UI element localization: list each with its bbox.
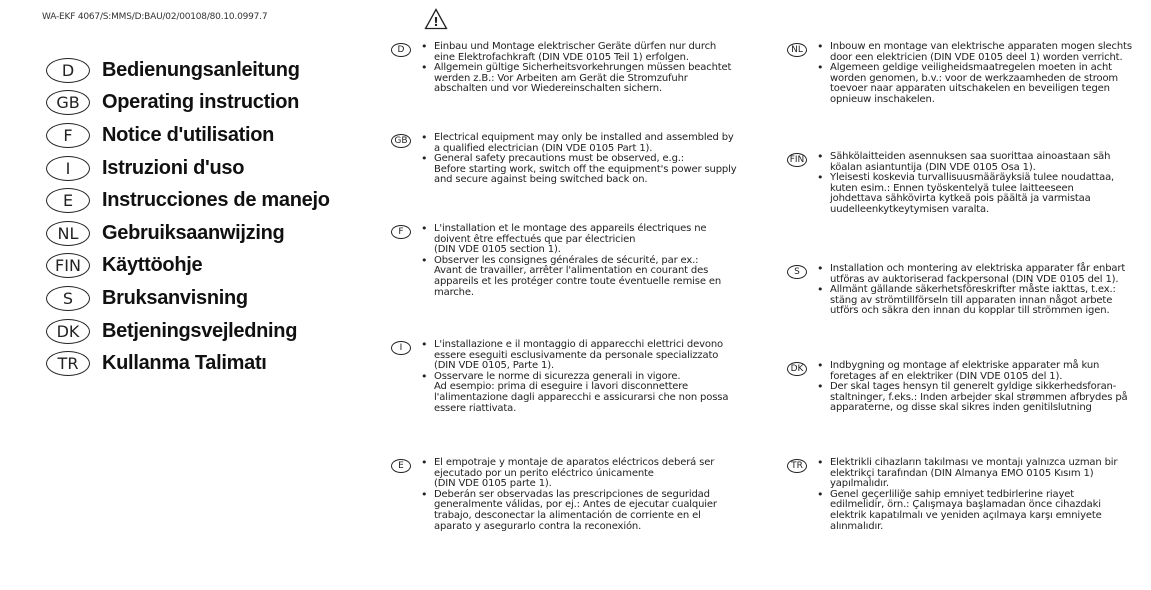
- section-badge-s: S: [787, 265, 807, 279]
- section-badge-i: I: [391, 341, 411, 355]
- section-nl: [787, 42, 1141, 106]
- bullet-f-2: • Observer les consignes générales de sécurité, par ex.: Avant de travailler, arrêter l'alimentation en courant des appareils et les protéger contre toute éventuelle remise en marche.: [421, 256, 721, 298]
- section-e: [391, 458, 751, 532]
- bullet-e-2: • Deberán ser observadas las prescripciones de seguridad generalmente válidas, por ej.: Antes de ejecutar cualquier trabajo, desconectar la alimentación de corriente en el aparato y asegurarlo contra la reconexión.: [421, 490, 717, 532]
- section-gb-bullets: [421, 133, 737, 186]
- language-entry-i: [46, 152, 330, 185]
- language-badge-tr: TR: [46, 351, 90, 376]
- language-entry-tr: [46, 347, 330, 380]
- section-dk-bullets: [817, 361, 1128, 414]
- bullet-s-1: • Installation och montering av elektriska apparater får enbart utföras av auktoriserad fackpersonal (DIN VDE 0105 del 1).: [817, 264, 1125, 285]
- language-entry-gb: [46, 87, 330, 120]
- bullet-s-2: • Allmänt gällande säkerhetsföreskrifter måste iakttas, t.ex.: stäng av strömtillförseln till apparaten innan något arbete utförs och säkra den innan du kopplar till strömmen igen.: [817, 285, 1125, 317]
- section-badge-tr: TR: [787, 459, 807, 473]
- section-badge-dk: DK: [787, 362, 807, 376]
- section-i-bullets: [421, 340, 728, 414]
- warning-triangle-icon: [424, 8, 448, 30]
- warning-symbol: !: [433, 15, 439, 29]
- language-title-fin: Käyttöohje: [102, 254, 203, 277]
- section-badge-fin: FIN: [787, 153, 807, 167]
- section-tr: [787, 458, 1141, 532]
- language-title-i: Istruzioni d'uso: [102, 156, 245, 179]
- bullet-gb-2: • General safety precautions must be observed, e.g.: Before starting work, switch off the equipment's power supply and secure against being switched back on.: [421, 154, 737, 186]
- section-f-bullets: [421, 224, 721, 298]
- language-entry-fin: [46, 250, 330, 283]
- section-badge-gb: GB: [391, 134, 411, 148]
- section-badge-d: D: [391, 43, 411, 57]
- bullet-nl-1: • Inbouw en montage van elektrische apparaten mogen slechts door een elektricien (DIN VDE 0105 deel 1) worden verricht.: [817, 42, 1132, 63]
- bullet-i-1: • L'installazione e il montaggio di apparecchi elettrici devono essere eseguiti esclusivamente da personale specializzato (DIN VDE 0105, Parte 1).: [421, 340, 728, 372]
- section-d-bullets: [421, 42, 731, 95]
- bullet-d-2: • Allgemein gültige Sicherheitsvorkehrungen müssen beachtet werden z.B.: Vor Arbeiten am Gerät die Stromzufuhr abschalten und vor Wiedereinschalten sichern.: [421, 63, 731, 95]
- section-e-bullets: [421, 458, 717, 532]
- bullet-fin-2: • Yleisesti koskevia turvallisuusmääräyksiä tulee noudattaa, kuten esim.: Ennen työskentelyä tulee laitteeseen johdettava sähkövirta kytkeä pois päältä ja varmistaa uudelleenkytkeytymisen varalta.: [817, 173, 1114, 215]
- section-badge-nl: NL: [787, 43, 807, 57]
- section-gb: [391, 133, 751, 186]
- bullet-f-1: • L'installation et le montage des appareils électriques ne doivent être effectués que par électricien (DIN VDE 0105 section 1).: [421, 224, 721, 256]
- language-title-d: Bedienungsanleitung: [102, 58, 300, 81]
- section-d: [391, 42, 751, 95]
- language-badge-fin: FIN: [46, 253, 90, 278]
- language-title-tr: Kullanma Talimatı: [102, 352, 267, 375]
- language-title-dk: Betjeningsvejledning: [102, 319, 298, 342]
- language-title-s: Bruksanvisning: [102, 286, 248, 309]
- section-badge-f: F: [391, 225, 411, 239]
- section-fin-bullets: [817, 152, 1114, 216]
- section-s: [787, 264, 1141, 317]
- bullet-tr-1: • Elektrikli cihazların takılması ve montajı yalnızca uzman bir elektrikçi tarafından (DIN Almanya EMO 0105 Kısım 1) yapılmalıdır.: [817, 458, 1117, 490]
- bullet-nl-2: • Algemeen geldige veiligheidsmaatregelen moeten in acht worden genomen, b.v.: voor de werkzaamheden de stroom toevoer naar apparaten uitschakelen en beveiligen tegen opnieuw inschakelen.: [817, 63, 1132, 105]
- bullet-dk-2: • Der skal tages hensyn til generelt gyldige sikkerhedsforan- staltninger, f.eks.: Inden arbejder skal strømmen afbrydes på apparaterne, og disse skal sikres inden genitilslutning: [817, 382, 1128, 414]
- section-i: [391, 340, 751, 414]
- section-nl-bullets: [817, 42, 1132, 106]
- language-entry-nl: [46, 217, 330, 250]
- language-badge-nl: NL: [46, 221, 90, 246]
- bullet-tr-2: • Genel geçerliliğe sahip emniyet tedbirlerine riayet edilmelidir, örn.: Çalışmaya başlamadan önce cihazdaki elektrik kapatılmalı ve yeniden açılmaya karşı emniyete alınmalıdır.: [817, 490, 1117, 532]
- section-dk: [787, 361, 1141, 414]
- language-entry-e: [46, 184, 330, 217]
- bullet-e-1: • El empotraje y montaje de aparatos eléctricos deberá ser ejecutado por un perito eléctrico únicamente (DIN VDE 0105 parte 1).: [421, 458, 717, 490]
- language-entry-dk: [46, 315, 330, 348]
- section-s-bullets: [817, 264, 1125, 317]
- language-badge-f: F: [46, 123, 90, 148]
- language-badge-e: E: [46, 188, 90, 213]
- bullet-d-1: • Einbau und Montage elektrischer Geräte dürfen nur durch eine Elektrofachkraft (DIN VDE 0105 Teil 1) erfolgen.: [421, 42, 731, 63]
- section-tr-bullets: [817, 458, 1117, 532]
- bullet-dk-1: • Indbygning og montage af elektriske apparater må kun foretages af en elektriker (DIN VDE 0105 del 1).: [817, 361, 1128, 382]
- language-index: [46, 54, 330, 380]
- language-title-f: Notice d'utilisation: [102, 123, 275, 146]
- language-badge-i: I: [46, 156, 90, 181]
- section-f: [391, 224, 751, 298]
- bullet-fin-1: • Sähkölaitteiden asennuksen saa suorittaa ainoastaan säh köalan asiantuntija (DIN VDE 0105 Osa 1).: [817, 152, 1114, 173]
- language-entry-f: [46, 119, 330, 152]
- section-fin: [787, 152, 1141, 216]
- language-entry-d: [46, 54, 330, 87]
- document-reference: WA-EKF 4067/S:MMS/D:BAU/02/00108/80.10.0997.7: [42, 12, 268, 22]
- language-title-nl: Gebruiksaanwijzing: [102, 221, 285, 244]
- language-badge-s: S: [46, 286, 90, 311]
- language-badge-gb: GB: [46, 90, 90, 115]
- language-entry-s: [46, 282, 330, 315]
- language-title-gb: Operating instruction: [102, 91, 300, 114]
- language-badge-d: D: [46, 58, 90, 83]
- bullet-gb-1: • Electrical equipment may only be installed and assembled by a qualified electrician (DIN VDE 0105 Part 1).: [421, 133, 737, 154]
- language-title-e: Instrucciones de manejo: [102, 189, 330, 212]
- section-badge-e: E: [391, 459, 411, 473]
- bullet-i-2: • Osservare le norme di sicurezza generali in vigore. Ad esempio: prima di eseguire i lavori disconnettere l'alimentazione dagli apparecchi e assicurarsi che non possa essere riattivata.: [421, 372, 728, 414]
- language-badge-dk: DK: [46, 319, 90, 344]
